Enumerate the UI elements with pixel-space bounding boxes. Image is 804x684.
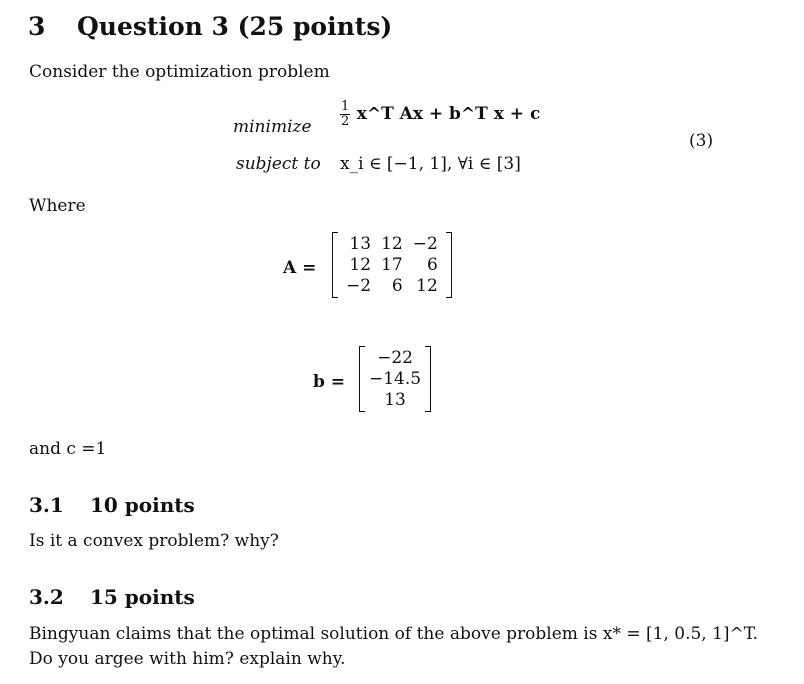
- subsection-3-1-title: 10 points: [90, 493, 195, 517]
- vector-b-name: b =: [313, 372, 346, 392]
- matrix-cell: 12: [416, 276, 438, 296]
- constraint: x_i ∈ [−1, 1], ∀i ∈ [3]: [340, 154, 521, 174]
- subsection-3-2-title: 15 points: [90, 585, 195, 609]
- vector-entry: 13: [384, 390, 406, 410]
- vector-b-label: [313, 372, 345, 392]
- where-text: Where: [29, 196, 86, 216]
- section-title: Question 3 (25 points): [77, 12, 393, 41]
- subsection-3-1-question: Is it a convex problem? why?: [29, 531, 279, 551]
- one-half-fraction: [340, 100, 350, 129]
- vector-b: [359, 346, 431, 412]
- vector-entry: −22: [377, 348, 413, 368]
- c-value-text: and c =1: [29, 439, 107, 459]
- matrix-cell: 12: [349, 255, 372, 275]
- frac-denominator: 2: [341, 114, 350, 129]
- matrix-cell: −2: [346, 276, 372, 296]
- vector-entry: −14.5: [369, 369, 422, 389]
- subsection-3-1-number: 3.1: [29, 493, 64, 517]
- objective: [340, 100, 540, 129]
- right-bracket: [446, 232, 452, 298]
- matrix-A: [332, 232, 452, 298]
- matrix-cell: 12: [381, 234, 403, 254]
- minimize-label: minimize: [233, 117, 312, 137]
- matrix-A-name: A =: [283, 258, 317, 278]
- matrix-cell: 17: [381, 255, 403, 275]
- objective-expression: x^T Ax + b^T x + c: [356, 104, 541, 124]
- section-number: 3: [28, 12, 46, 41]
- equation-number: (3): [689, 131, 714, 151]
- matrix-cell: 6: [426, 255, 438, 275]
- subsection-3-2-number: 3.2: [29, 585, 64, 609]
- matrix-cell: −2: [412, 234, 438, 254]
- matrix-A-label: [283, 258, 316, 278]
- matrix-cell: 6: [391, 276, 403, 296]
- subject-to-label: subject to: [236, 154, 321, 174]
- subsection-3-2-line-2: Do you argee with him? explain why.: [29, 649, 346, 669]
- right-bracket: [425, 346, 431, 412]
- subsection-3-2-line-1: Bingyuan claims that the optimal solution of the above problem is x* = [1, 0.5, 1]^T.: [29, 624, 759, 644]
- matrix-cell: 13: [349, 234, 372, 254]
- intro-text: Consider the optimization problem: [29, 62, 330, 82]
- frac-numerator: 1: [341, 99, 350, 114]
